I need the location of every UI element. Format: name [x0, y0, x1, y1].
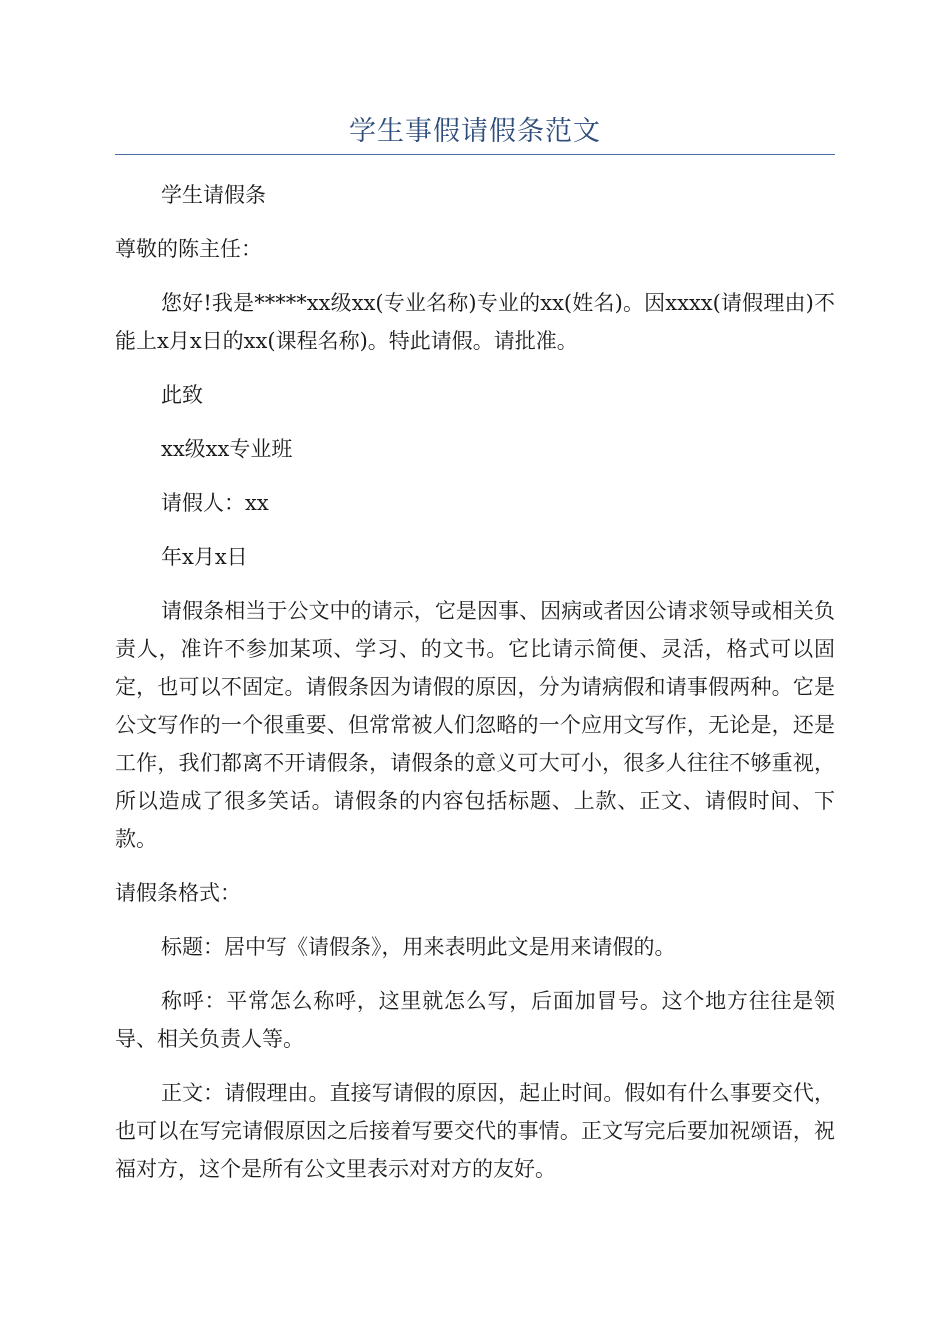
title-underline: [115, 154, 835, 155]
paragraph: 请假人：xx: [161, 491, 269, 515]
paragraph: 称呼：平常怎么称呼，这里就怎么写，后面加冒号。这个地方往往是领导、相关负责人等。: [115, 989, 835, 1051]
paragraph: 请假条格式：: [115, 881, 241, 905]
paragraph: 正文：请假理由。直接写请假的原因，起止时间。假如有什么事要交代，也可以在写完请假原因之后接着写要交代的事情。正文写完后要加祝颂语，祝福对方，这个是所有公文里表示对对方的友好。: [115, 1081, 835, 1181]
paragraph: 标题：居中写《请假条》，用来表明此文是用来请假的。: [161, 935, 676, 959]
paragraph: 您好!我是*****xx级xx(专业名称)专业的xx(姓名)。因xxxx(请假理由)不能上x月x日的xx(课程名称)。特此请假。请批准。: [115, 291, 835, 353]
paragraph: 尊敬的陈主任：: [115, 237, 262, 261]
paragraph: 年x月x日: [161, 545, 248, 569]
document-title: 学生事假请假条范文: [349, 116, 601, 147]
document-body: [115, 176, 835, 1204]
paragraph: xx级xx专业班: [161, 437, 293, 461]
paragraph: 学生请假条: [161, 183, 266, 207]
paragraph: 此致: [161, 383, 203, 407]
paragraph: 请假条相当于公文中的请示，它是因事、因病或者因公请求领导或相关负责人，准许不参加某项、学习、的文书。它比请示简便、灵活，格式可以固定，也可以不固定。请假条因为请假的原因，分为请病假和请事假两种。它是公文写作的一个很重要、但常常被人们忽略的一个应用文写作，无论是，还是工作，我们都离不开请假条，请假条的意义可大可小，很多人往往不够重视，所以造成了很多笑话。请假条的内容包括标题、上款、正文、请假时间、下款。: [115, 599, 835, 851]
